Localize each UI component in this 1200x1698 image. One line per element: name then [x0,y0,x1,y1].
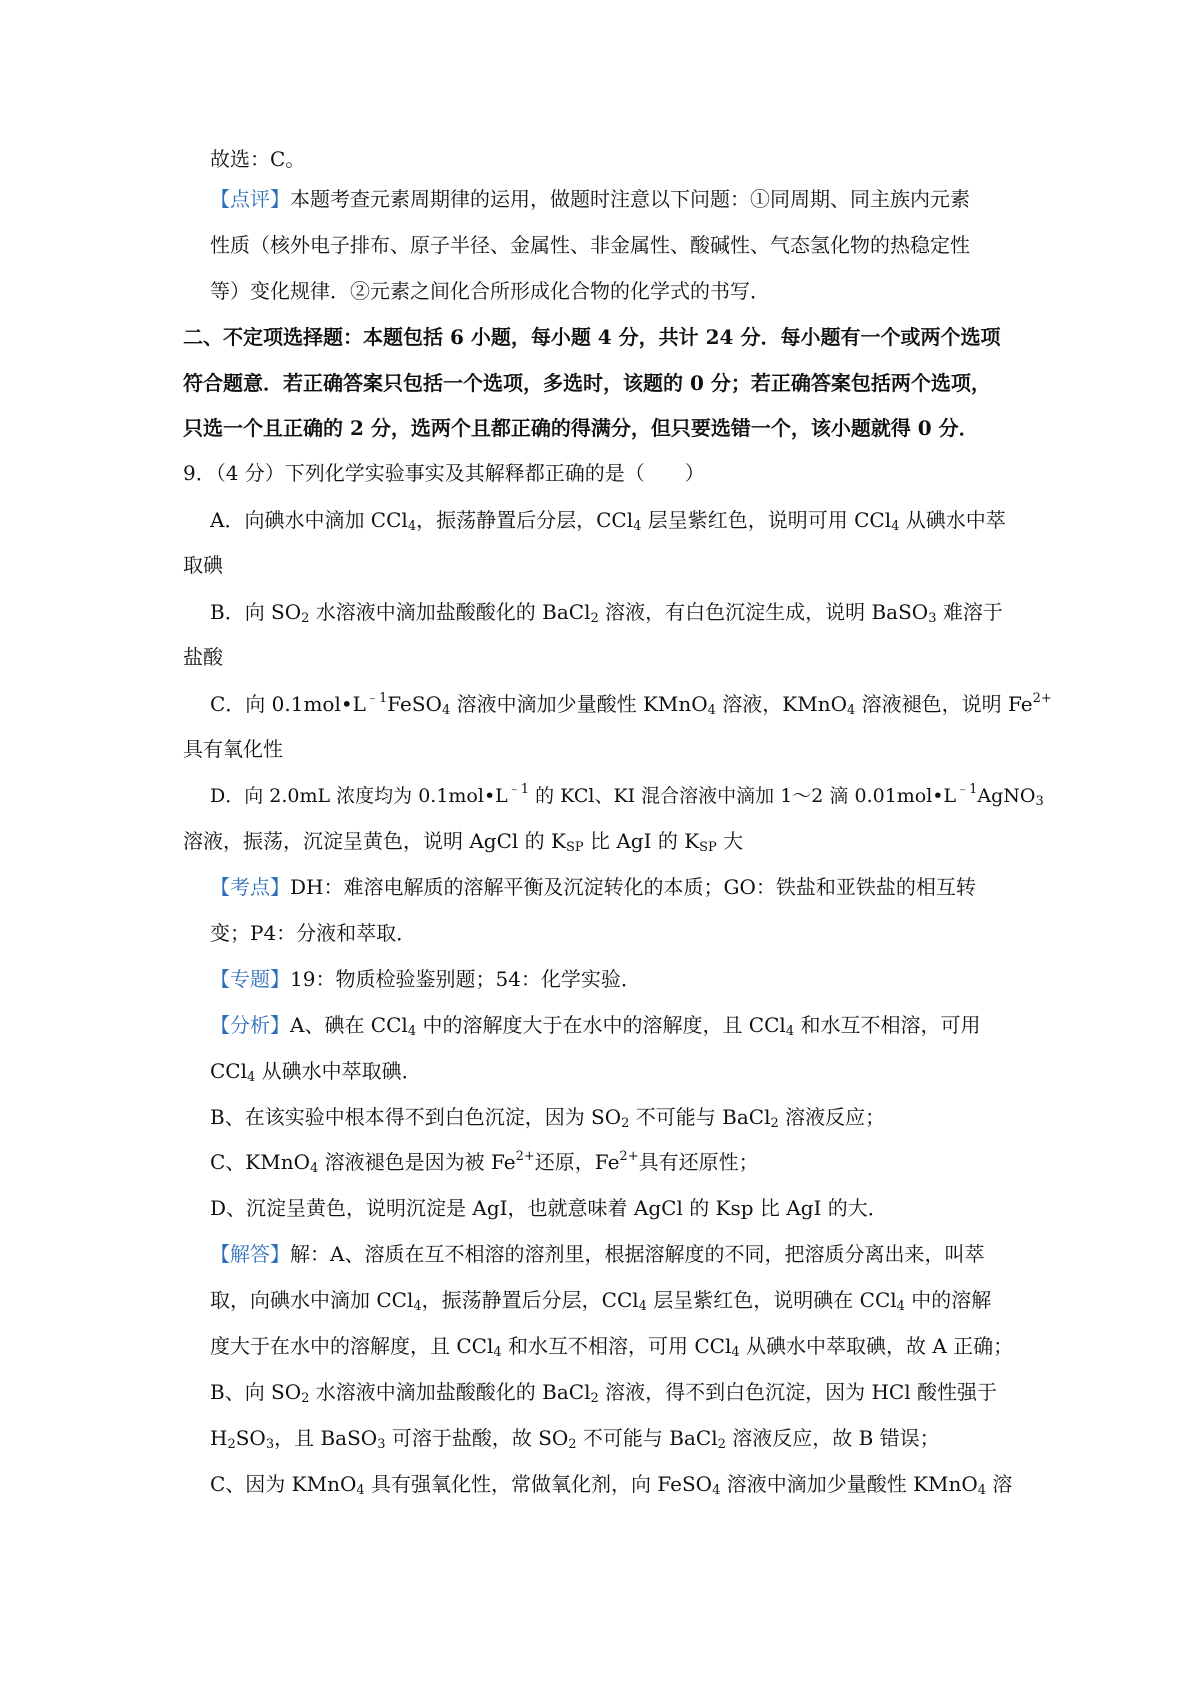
text-segment: FeSO [387,692,442,716]
text-segment: 4 [896,1299,905,1314]
text-segment: 2+ [515,1149,535,1164]
text-segment: 故选：C。 [210,147,306,171]
text-segment: 溶液褪色是因为被 Fe [318,1150,516,1174]
text-segment: 3 [1035,794,1044,809]
text-segment: CCl [210,1059,248,1083]
text-segment: D．向 2.0mL 浓度均为 0.1mol•L [210,785,508,807]
question-9-stem [183,461,1053,485]
text-segment: 具有强氧化性，常做氧化剂，向 FeSO [364,1472,713,1496]
text-segment: 3 [265,1437,275,1452]
text-segment: 具有氧化性 [183,737,283,761]
text-segment: 2 [301,611,310,626]
text-segment: B、在该实验中根本得不到白色沉淀，因为 SO [210,1105,622,1129]
text-segment: 4 [847,703,856,718]
line-comment-3 [210,279,1053,303]
text-segment: 变；P4：分液和萃取． [210,921,417,945]
text-segment: 4 [441,703,451,718]
text-segment: 2 [717,1437,726,1452]
line-solution-6 [210,1472,1053,1496]
option-c [210,692,1053,716]
text-segment: B、向 SO [210,1380,302,1404]
section-heading-1 [183,325,1053,349]
text-segment: 符合题意．若正确答案只包括一个选项，多选时，该题的 0 分；若正确答案包括两个选项， [183,371,991,395]
text-segment: ，振荡静置后分层，CCl [416,508,634,532]
text-segment: 等）变化规律．②元素之间化合所形成化合物的化学式的书写． [210,279,770,303]
text-segment: 2 [590,1391,599,1406]
text-segment: 层呈紫红色，说明碘在 CCl [646,1288,897,1312]
text-segment: C．向 0.1mol•L [210,692,366,716]
text-segment: 4 [413,1299,422,1314]
text-segment: 层呈紫红色，说明可用 CCl [641,508,892,532]
text-segment: 4 [977,1483,987,1498]
text-segment: 难溶于 [936,600,1003,624]
text-segment: 9．（4 分）下列化学实验事实及其解释都正确的是（ ） [183,461,705,485]
text-segment: 溶 [986,1472,1013,1496]
text-segment: 4 [731,1345,740,1360]
text-segment: D、沉淀呈黄色，说明沉淀是 AgI，也就意味着 AgCl 的 Ksp 比 AgI 的大． [210,1196,888,1220]
text-segment: ﹣1 [365,691,388,706]
text-segment: 溶液反应； [778,1105,886,1129]
text-segment: 从碘水中萃 [899,508,1006,532]
line-analysis-2 [210,1059,1053,1083]
line-analysis [210,1013,1053,1037]
line-analysis-3 [210,1105,1053,1129]
text-segment: 2+ [619,1149,639,1164]
section-heading-2 [183,371,1053,395]
text-segment: SO [235,1426,266,1450]
text-segment: 4 [247,1070,256,1085]
text-segment: 不可能与 BaCl [629,1105,771,1129]
text-segment: 只选一个且正确的 2 分，选两个且都正确的得满分，但只要选错一个，该小题就得 0 分． [183,416,979,440]
tag-comment: 【点评】 [210,187,290,211]
line-analysis-5 [210,1196,1053,1220]
text-segment: B．向 SO [210,600,302,624]
option-d-cont [183,829,1053,853]
text-segment: 4 [407,519,417,534]
text-segment: A．向碘水中滴加 CCl [210,508,408,532]
text-segment: 2 [227,1437,236,1452]
text-segment: 水溶液中滴加盐酸酸化的 BaCl [309,1380,591,1404]
text-segment: AgNO [977,785,1036,807]
text-segment: 盐酸 [183,645,223,669]
text-segment: 4 [633,519,642,534]
text-segment: 4 [407,1024,417,1039]
text-segment: 溶液中滴加少量酸性 KMnO [450,692,708,716]
text-segment: ，振荡静置后分层，CCl [421,1288,639,1312]
text-segment: 本题考查元素周期律的运用，做题时注意以下问题：①同周期、同主族内元素 [290,187,970,211]
text-segment: 3 [377,1437,386,1452]
text-segment: 从碘水中萃取碘． [255,1059,422,1083]
section-heading-3 [183,416,1053,440]
text-segment: 大 [716,829,744,853]
text-segment: 溶液，振荡，沉淀呈黄色，说明 AgCl 的 K [183,829,566,853]
text-segment: 2 [621,1116,630,1131]
text-segment: SP [565,840,584,855]
text-segment: 4 [891,519,900,534]
text-segment: 溶液，KMnO [715,692,847,716]
text-segment: 和水互不相溶，可用 CCl [501,1334,732,1358]
text-segment: 中的溶解度大于在水中的溶解度，且 CCl [416,1013,786,1037]
line-topic [210,967,1053,991]
text-segment: 溶液褪色，说明 Fe [855,692,1033,716]
text-segment: DH：难溶电解质的溶解平衡及沉淀转化的本质；GO：铁盐和亚铁盐的相互转 [290,875,976,899]
line-solution-4 [210,1380,1053,1404]
text-segment: 从碘水中萃取碘，故 A 正确； [739,1334,1014,1358]
line-analysis-4 [210,1150,1053,1174]
text-segment: 解：A、溶质在互不相溶的溶剂里，根据溶解度的不同，把溶质分离出来，叫萃 [290,1242,985,1266]
text-segment: 还原，Fe [534,1150,620,1174]
text-segment: SP [699,840,717,855]
line-comment [210,187,1053,211]
text-segment: 的 KCl、KI 混合溶液中滴加 1～2 滴 0.01mol•L [529,785,957,807]
text-segment: 2 [301,1391,310,1406]
text-segment: 溶液反应，故 B 错误； [725,1426,940,1450]
option-c-cont [183,737,1053,761]
option-a-cont [183,553,1053,577]
text-segment: 中的溶解 [904,1288,992,1312]
text-segment: 不可能与 BaCl [576,1426,718,1450]
text-segment: ﹣1 [507,782,530,797]
text-segment: 取碘 [183,553,223,577]
tag-key-point: 【考点】 [210,875,290,899]
text-segment: 水溶液中滴加盐酸酸化的 BaCl [309,600,591,624]
tag-topic: 【专题】 [210,967,290,991]
text-segment: 2 [590,611,599,626]
text-segment: 比 AgI 的 K [583,829,700,853]
text-segment: 溶液，得不到白色沉淀，因为 HCl 酸性强于 [598,1380,997,1404]
text-segment: 取，向碘水中滴加 CCl [210,1288,414,1312]
text-segment: C、因为 KMnO [210,1472,357,1496]
text-segment: 4 [493,1345,502,1360]
text-segment: 溶液中滴加少量酸性 KMnO [720,1472,978,1496]
text-segment: 4 [712,1483,721,1498]
text-segment: 4 [638,1299,647,1314]
option-b-cont [183,645,1053,669]
text-segment: A、碘在 CCl [290,1013,408,1037]
option-b [210,600,1053,624]
text-segment: C、KMnO [210,1150,310,1174]
text-segment: 4 [707,703,716,718]
text-segment: 4 [785,1024,795,1039]
line-key-point-2 [210,921,1053,945]
option-a [210,508,1053,532]
line-solution [210,1242,1053,1266]
text-segment: ，且 BaSO [274,1426,378,1450]
text-segment: 和水互不相溶，可用 [794,1013,981,1037]
text-segment: 2 [568,1437,577,1452]
tag-analysis: 【分析】 [210,1013,290,1037]
text-segment: 二、不定项选择题：本题包括 6 小题，每小题 4 分，共计 24 分．每小题有一个或两个选项 [183,325,1001,349]
text-segment: 4 [310,1161,319,1176]
text-segment: 3 [928,611,937,626]
line-key-point [210,875,1053,899]
tag-solution: 【解答】 [210,1242,290,1266]
line-solution-2 [210,1288,1053,1312]
line-solution-5 [210,1426,1053,1450]
text-segment: H [210,1426,228,1450]
text-segment: 溶液，有白色沉淀生成，说明 BaSO [598,600,929,624]
text-segment: 具有还原性； [638,1150,759,1174]
text-segment: ﹣1 [956,782,978,797]
text-segment: 4 [356,1483,365,1498]
line-conclusion [210,147,1053,171]
text-segment: 度大于在水中的溶解度，且 CCl [210,1334,494,1358]
text-segment: 2+ [1032,691,1052,706]
text-segment: 可溶于盐酸，故 SO [385,1426,569,1450]
text-segment: 性质（核外电子排布、原子半径、金属性、非金属性、酸碱性、气态氢化物的热稳定性 [210,233,970,257]
line-solution-3 [210,1334,1053,1358]
text-segment: 2 [770,1116,779,1131]
line-comment-2 [210,233,1053,257]
option-d [210,784,1053,808]
text-segment: 19：物质检验鉴别题；54：化学实验． [290,967,641,991]
